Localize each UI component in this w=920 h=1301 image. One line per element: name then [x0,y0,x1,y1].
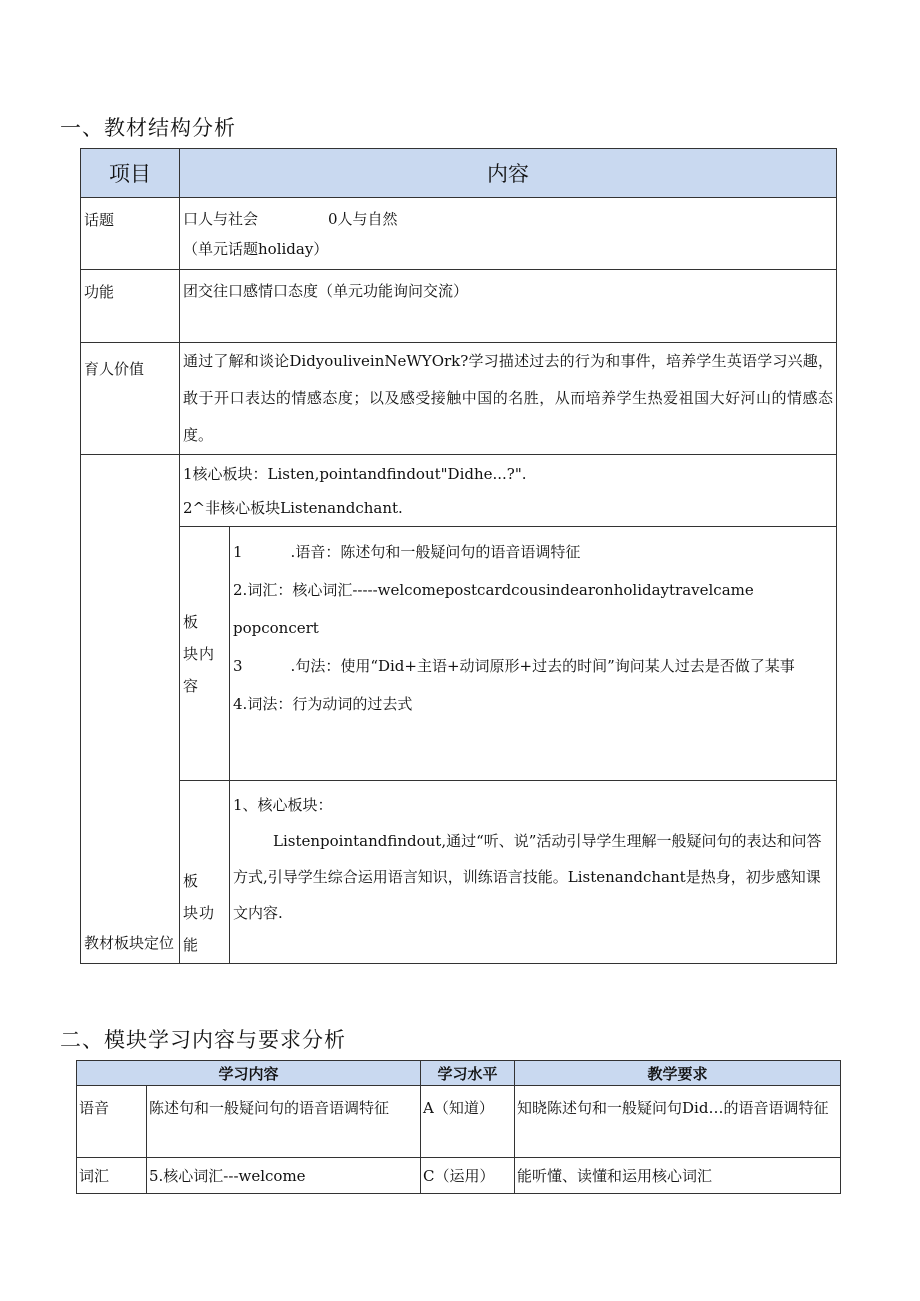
value-label: 育人价值 [81,343,180,455]
block-content-list [230,527,837,781]
function-content: 团交往口感情口态度（单元功能询问交流） [180,270,837,343]
topic-label: 话题 [81,198,180,270]
header-teaching-requirement: 教学要求 [515,1061,841,1086]
content-item: 2.词汇：核心词汇-----welcomepostcardcousindearonholidaytravelcame popconcert [233,581,754,637]
value-row [81,343,837,455]
header-learning-content: 学习内容 [77,1061,421,1086]
row-requirement: 能听懂、读懂和运用核心词汇 [515,1158,841,1194]
topic-content [180,198,837,270]
block-function-label: 板 块功能 [180,781,230,964]
header-content: 内容 [180,149,837,198]
learning-requirements-table [76,1060,841,1194]
table-header-row [81,149,837,198]
position-label: 教材板块定位 [81,455,180,964]
topic-row [81,198,837,270]
core-module-line: 1核心板块：Listen,pointandfindout"Didhe...?". [183,465,527,483]
header-item: 项目 [81,149,180,198]
row-category: 词汇 [77,1158,147,1194]
content-item: 4.词法：行为动词的过去式 [233,695,413,713]
topic-note: （单元话题holiday） [183,240,329,258]
position-row-1 [81,455,837,527]
block-function-content [230,781,837,964]
topic-option-society: 口人与社会 [183,210,259,228]
section-2-title: 二、模块学习内容与要求分析 [60,1028,346,1052]
block-content-label: 板 块内容 [180,527,230,781]
function-description: Listenpointandfindout,通过“听、说”活动引导学生理解一般疑问句的表达和问答方式,引导学生综合运用语言知识，训练语言技能。Listenandchant是热身，初步感知课文内容. [233,832,822,922]
function-row [81,270,837,343]
value-content: 通过了解和谈论DidyouliveinNeWYOrk?学习描述过去的行为和事件，培养学生英语学习兴趣，敢于开口表达的情感态度；以及感受接触中国的名胜，从而培养学生热爱祖国大好河山的情感态度。 [180,343,837,455]
function-core-line: 1、核心板块： [233,796,333,814]
topic-option-nature: 0人与自然 [328,210,398,228]
row-content: 5.核心词汇---welcome [147,1158,421,1194]
table-row [77,1086,841,1158]
row-content: 陈述句和一般疑问句的语音语调特征 [147,1086,421,1158]
textbook-structure-table [80,148,837,964]
position-modules [180,455,837,527]
content-item: 1 .语音：陈述句和一般疑问句的语音语调特征 [233,543,581,561]
position-row-3 [81,781,837,964]
header-learning-level: 学习水平 [421,1061,515,1086]
row-requirement: 知晓陈述句和一般疑问句Did…的语音语调特征 [515,1086,841,1158]
noncore-module-line: 2^非核心板块Listenandchant. [183,499,403,517]
row-level: A（知道） [421,1086,515,1158]
section-1-title: 一、教材结构分析 [60,116,236,140]
row-level: C（运用） [421,1158,515,1194]
row-category: 语音 [77,1086,147,1158]
content-item: 3 .句法：使用“Did+主语+动词原形+过去的时间”询问某人过去是否做了某事 [233,657,795,675]
table-row [77,1158,841,1194]
position-row-2 [81,527,837,781]
table-header-row [77,1061,841,1086]
function-label: 功能 [81,270,180,343]
